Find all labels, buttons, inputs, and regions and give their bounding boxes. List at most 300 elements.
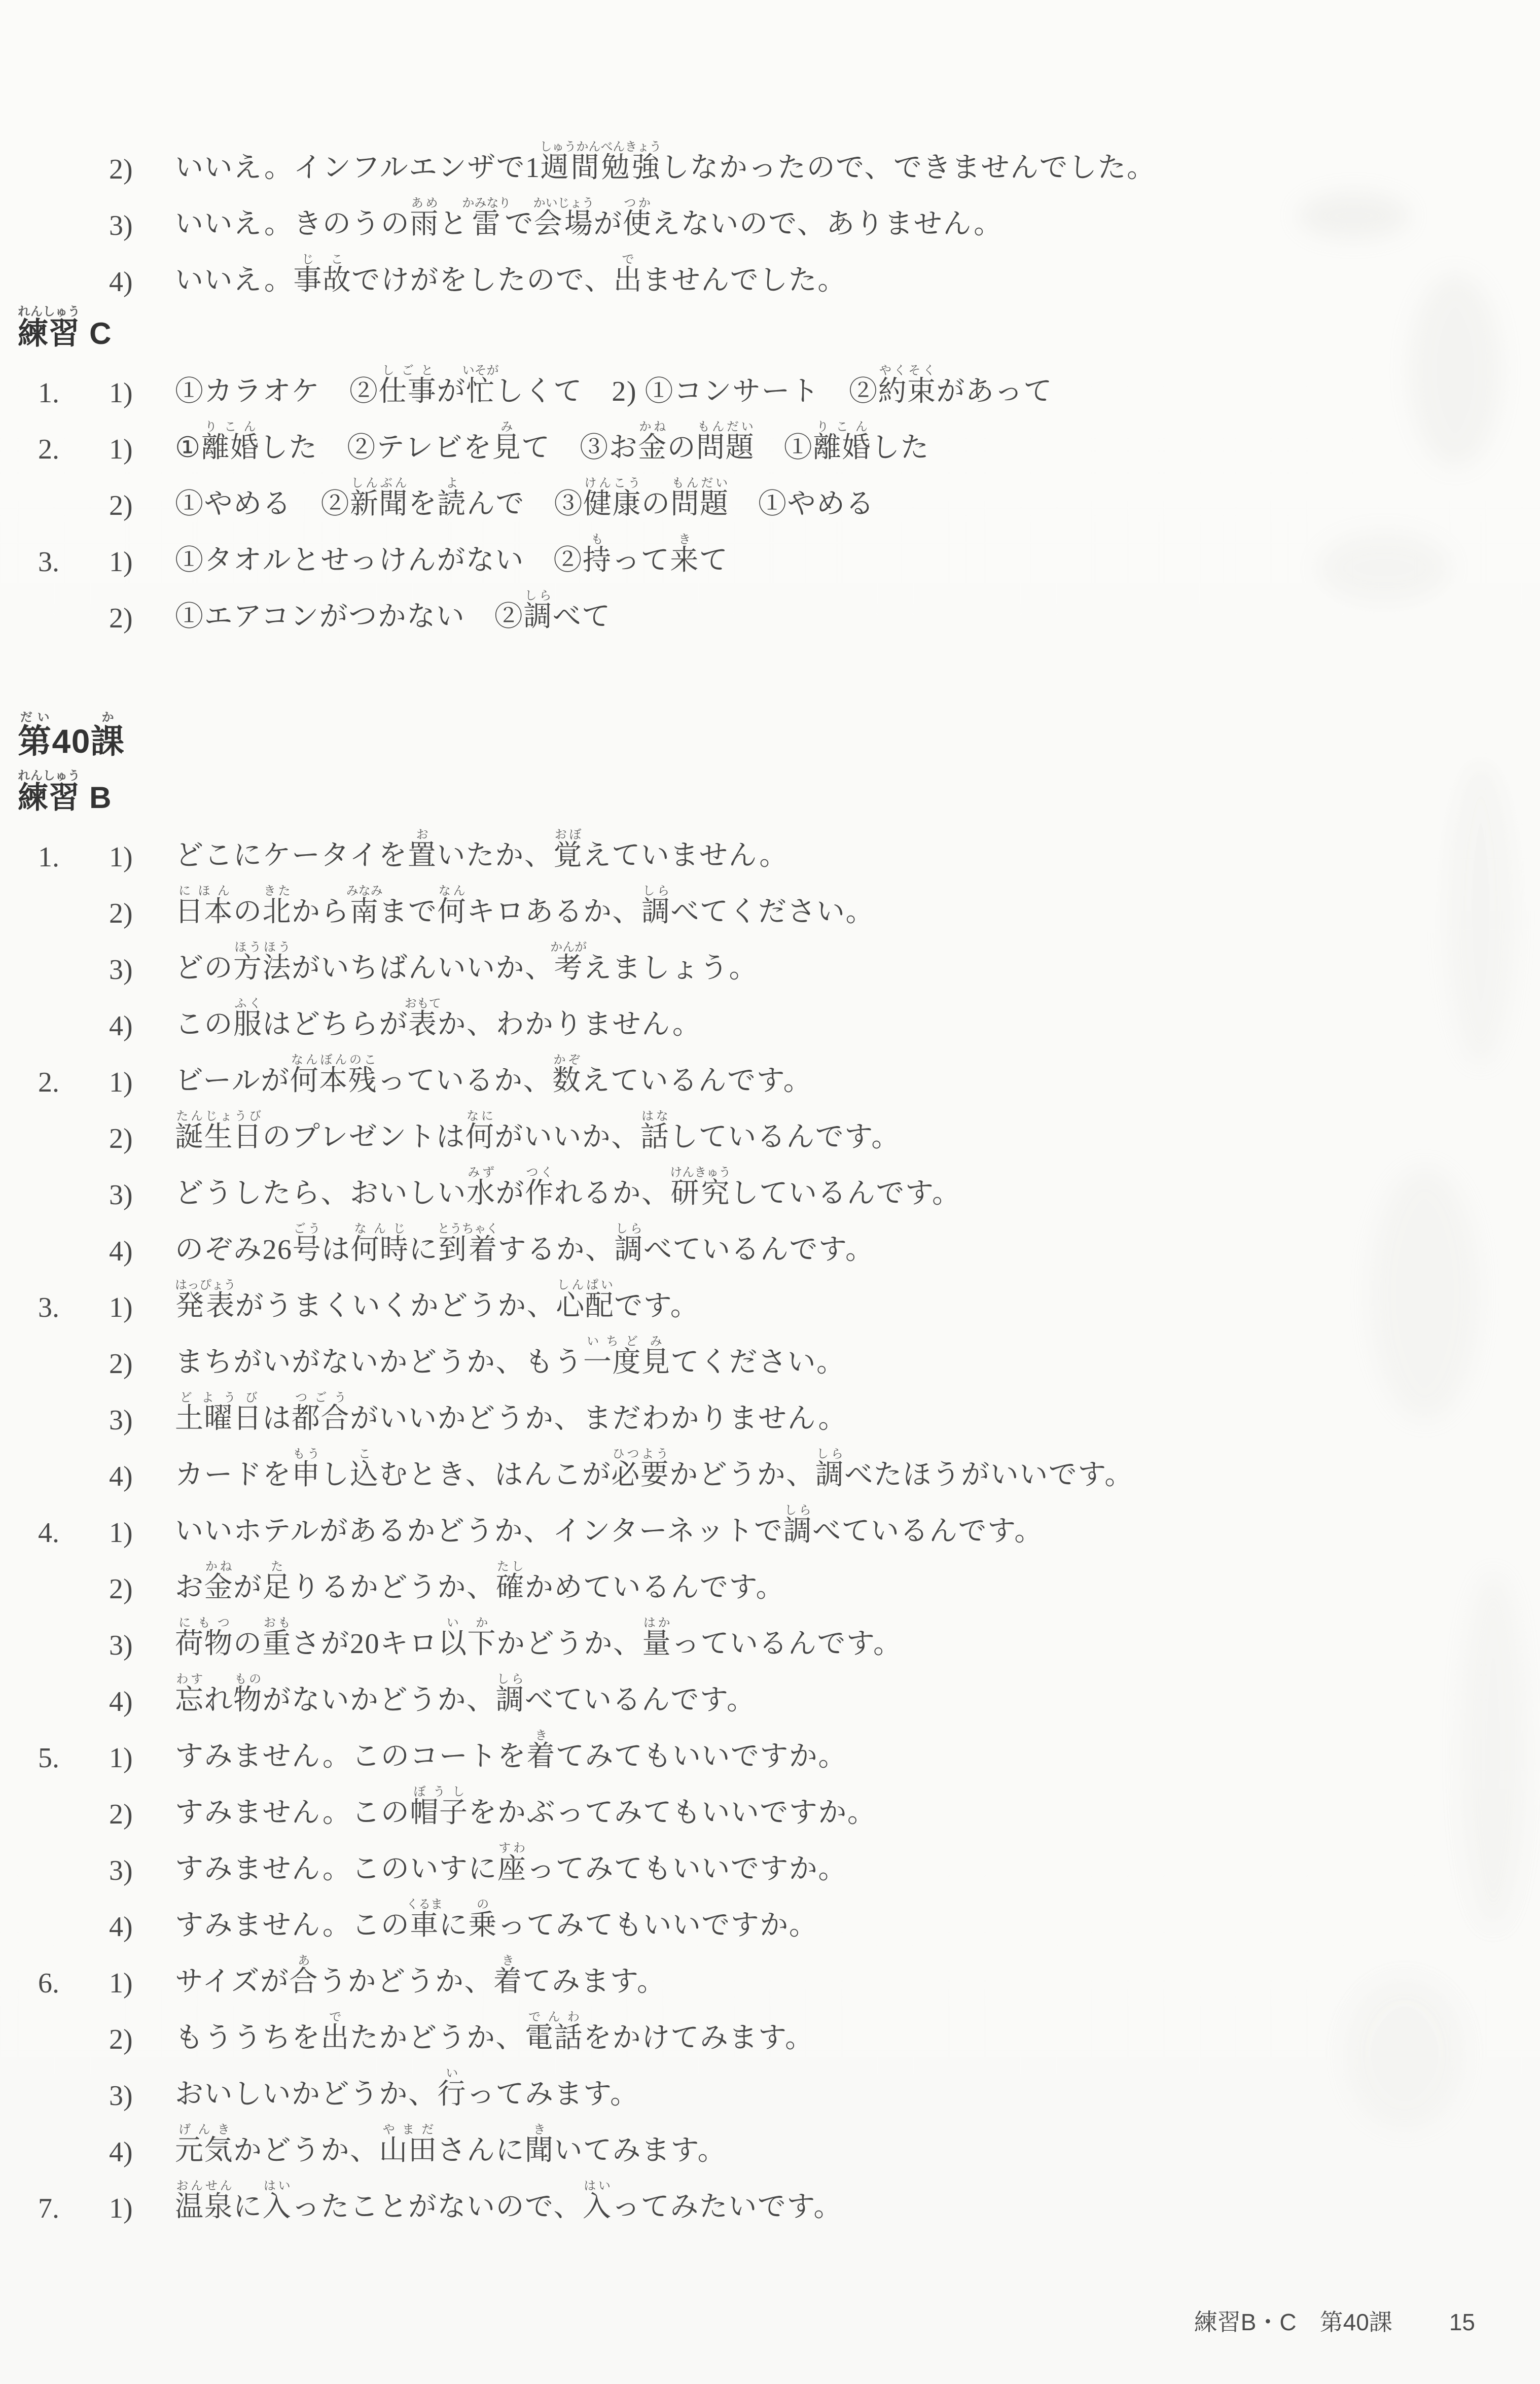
header-text (18, 711, 125, 762)
plain-text: いたか、 (437, 840, 554, 871)
exercise-line (38, 466, 1494, 522)
ruby-annotated-word: 電話でんわ (525, 2010, 583, 2054)
sentence-text (175, 2066, 639, 2112)
furigana-reading: けんきゅう (670, 1166, 731, 1179)
exercise-line (38, 1268, 1494, 1324)
ruby-annotated-word: 調しら (783, 1503, 813, 1547)
ruby-annotated-word: 雨あめ (410, 196, 439, 240)
furigana-reading: つく (525, 1166, 554, 1179)
furigana-reading: た (262, 1560, 292, 1573)
plain-text: ませんでした。 (642, 265, 847, 296)
ruby-annotated-word: 会場かいじょう (533, 196, 594, 240)
ruby-annotated-word: 到着とうちゃく (437, 1222, 498, 1266)
furigana-reading: りこん (813, 420, 872, 434)
plain-text: どうしたら、おいしい (175, 1178, 467, 1209)
plain-text: ビールが (175, 1065, 290, 1097)
ruby-annotated-word: 調しら (614, 1222, 643, 1266)
ruby-annotated-word: 足た (262, 1560, 292, 1603)
ruby-annotated-word: 仕事しごと (378, 364, 437, 407)
sentence-text (175, 1954, 666, 2000)
sentence-text (175, 1335, 846, 1380)
exercise-line (38, 1324, 1494, 1380)
plain-text: すみません。この (175, 1910, 410, 1941)
furigana-reading: にもつ (175, 1616, 233, 1630)
furigana-reading: おも (262, 1616, 292, 1630)
item-number: 2. (38, 434, 59, 465)
furigana-reading: かみなり (462, 196, 511, 210)
sentence-text (175, 196, 1003, 242)
plain-text: ってみてもいいですか。 (526, 1853, 847, 1885)
sentence-text (175, 2179, 843, 2225)
furigana-reading: もんだい (670, 476, 729, 490)
furigana-reading: みず (467, 1166, 496, 1179)
header-text (18, 305, 112, 353)
exercise-line (38, 1943, 1494, 2000)
plain-text: がうまくいくかどうか、 (235, 1290, 556, 1322)
furigana-reading: しんぶん (350, 476, 408, 490)
furigana-reading: しら (523, 589, 553, 603)
plain-text: てみてもいいですか。 (555, 1741, 847, 1772)
furigana-reading: おんせん (175, 2179, 233, 2193)
plain-text: した ②テレビを (259, 432, 492, 464)
sentence-text (175, 1053, 812, 1099)
plain-text: かどうか、 (496, 1628, 642, 1660)
sub-item-number: 1) (109, 546, 133, 578)
furigana-reading: つか (622, 196, 652, 210)
ruby-annotated-word: 問題もんだい (670, 476, 729, 520)
plain-text: が (233, 1572, 263, 1603)
plain-text: んで ③ (467, 488, 583, 520)
plain-text: ってみてもいいですか。 (497, 1910, 818, 1941)
furigana-reading: も (582, 533, 612, 546)
exercise-line (38, 1605, 1494, 1662)
plain-text: の (233, 1628, 263, 1660)
exercise-line (38, 1099, 1494, 1155)
plain-text: いてみます。 (554, 2135, 727, 2166)
furigana-reading: き (493, 1954, 523, 1968)
ruby-annotated-word: 何時なんじ (350, 1222, 409, 1266)
exercise-line (38, 930, 1494, 986)
ruby-annotated-word: 金かね (638, 420, 667, 464)
plain-text: がないかどうか、 (262, 1685, 496, 1716)
furigana-reading: たし (495, 1560, 525, 1573)
ruby-annotated-word: 号ごう (292, 1222, 321, 1266)
furigana-reading: か (90, 711, 125, 724)
plain-text: かどうか、 (233, 2135, 379, 2166)
furigana-reading: とうちゃく (437, 1222, 498, 1236)
exercise-line (38, 409, 1494, 466)
plain-text: すみません。この (175, 1797, 410, 1829)
furigana-reading: でんわ (525, 2010, 583, 2024)
plain-text: カードを (175, 1459, 292, 1491)
plain-text: っているか、 (377, 1065, 553, 1097)
furigana-reading: かね (204, 1560, 233, 1573)
furigana-reading: き (670, 533, 699, 546)
plain-text: まちがいがないかどうか、もう (175, 1347, 583, 1378)
furigana-reading: ほうほう (233, 940, 292, 954)
furigana-reading: しら (614, 1222, 643, 1236)
sub-item-number: 1) (109, 842, 133, 873)
sentence-text (175, 589, 611, 635)
sub-item-number: 1) (109, 434, 133, 465)
sub-item-number: 4) (109, 2136, 133, 2168)
sub-item-number: 1) (109, 1517, 133, 1549)
furigana-reading: しら (815, 1447, 845, 1461)
plain-text: えましょう。 (583, 953, 758, 984)
plain-text: べて (552, 601, 611, 633)
ruby-annotated-word: 練習れんしゅう (18, 305, 80, 350)
furigana-reading: もんだい (696, 420, 755, 434)
furigana-reading: いちど (583, 1335, 641, 1348)
plain-text: ①エアコンがつかない ② (175, 601, 524, 633)
exercise-line (38, 1380, 1494, 1436)
exercise-line (38, 1774, 1494, 1831)
ruby-annotated-word: 離婚りこん (813, 420, 872, 464)
plain-text: か、わかりません。 (437, 1009, 702, 1040)
sentence-text (175, 253, 847, 298)
furigana-reading: けんこう (583, 476, 641, 490)
ruby-annotated-word: 練習れんしゅう (18, 769, 80, 815)
furigana-reading: かんが (550, 940, 587, 954)
furigana-reading: あめ (410, 196, 439, 210)
ruby-annotated-word: 読よ (437, 476, 467, 520)
plain-text: に (409, 1234, 438, 1266)
plain-text: するか、 (497, 1234, 615, 1266)
sub-item-number: 2) (109, 1573, 133, 1605)
plain-text: いいえ。インフルエンザで1 (175, 152, 541, 184)
sub-item-number: 1) (109, 1292, 133, 1323)
plain-text: べてください。 (670, 896, 875, 928)
exercise-line (38, 522, 1494, 578)
ruby-annotated-word: 水みず (467, 1166, 496, 1209)
furigana-reading: だい (18, 711, 52, 724)
exercise-line (38, 1718, 1494, 1774)
ruby-annotated-word: 課か (90, 711, 125, 760)
plain-text: ってみたいです。 (612, 2191, 843, 2223)
plain-text: むとき、はんこが (379, 1459, 612, 1491)
plain-text: サイズが (175, 1966, 290, 1997)
plain-text: ①カラオケ ② (175, 376, 379, 407)
plain-text: て (699, 545, 729, 576)
plain-text: て ③お (521, 432, 638, 464)
sub-item-number: 2) (109, 1799, 133, 1830)
sentence-text (175, 2123, 727, 2168)
exercise-line (38, 186, 1494, 242)
furigana-reading: かいじょう (533, 196, 594, 210)
furigana-reading: りこん (201, 420, 260, 434)
plain-text: キロあるか、 (467, 896, 641, 928)
sentence-text (175, 1222, 875, 1268)
ruby-annotated-word: 服ふく (233, 997, 263, 1040)
plain-text: べているんです。 (525, 1685, 756, 1716)
plain-text: はどちらが (262, 1009, 408, 1040)
plain-text: に (439, 1910, 469, 1941)
sentence-text (175, 1672, 756, 1718)
sub-item-number: 3) (109, 1855, 133, 1886)
plain-text: いいホテルがあるかどうか、インターネットで (175, 1516, 783, 1547)
plain-text: てください。 (670, 1347, 846, 1378)
furigana-reading: ふく (233, 997, 263, 1010)
sub-item-number: 1) (109, 1067, 133, 1098)
plain-text: B (80, 781, 112, 815)
furigana-reading: あ (289, 1954, 319, 1968)
ruby-annotated-word: 聞き (525, 2123, 554, 2166)
ruby-annotated-word: 約束やくそく (878, 364, 937, 407)
sub-item-number: 3) (109, 954, 133, 986)
furigana-reading: で (320, 2010, 350, 2024)
plain-text: です。 (614, 1290, 700, 1322)
sub-item-number: 1) (109, 1742, 133, 1774)
sub-item-number: 3) (109, 1179, 133, 1211)
ruby-annotated-word: 重おも (262, 1616, 292, 1660)
ruby-annotated-word: 話はな (640, 1109, 670, 1153)
exercise-line (38, 129, 1494, 186)
item-number: 6. (38, 1968, 59, 1999)
furigana-reading: つごう (292, 1391, 350, 1405)
plain-text: えているんです。 (581, 1065, 813, 1097)
sub-item-number: 2) (109, 603, 133, 634)
ruby-annotated-word: 元気げんき (175, 2123, 233, 2166)
sentence-text (175, 476, 875, 522)
furigana-reading: れんしゅう (18, 769, 80, 783)
ruby-annotated-word: 一度いちど (583, 1335, 641, 1378)
ruby-annotated-word: 健康けんこう (583, 476, 641, 520)
exercise-line (38, 986, 1494, 1042)
plain-text: をかけてみます。 (583, 2022, 814, 2054)
ruby-annotated-word: 何なに (465, 1109, 495, 1153)
furigana-reading: はか (642, 1616, 671, 1630)
furigana-reading: の (468, 1898, 497, 1911)
sub-item-number: 2) (109, 1123, 133, 1154)
plain-text: かめているんです。 (525, 1572, 785, 1603)
furigana-reading: げんき (175, 2123, 233, 2136)
furigana-reading: しら (495, 1672, 525, 1686)
furigana-reading: ひつよう (611, 1447, 670, 1461)
plain-text: てみます。 (522, 1966, 666, 1997)
ruby-annotated-word: 都合つごう (292, 1391, 350, 1434)
furigana-reading: にほん (175, 884, 233, 898)
exercise-line (38, 873, 1494, 930)
exercise-line (38, 1155, 1494, 1211)
exercise-line (38, 2056, 1494, 2112)
sentence-text (175, 997, 701, 1042)
exercise-line (38, 1042, 1494, 1099)
furigana-reading: たんじょうび (175, 1109, 263, 1123)
sub-item-number: 4) (109, 1010, 133, 1042)
plain-text: が (437, 376, 466, 407)
ruby-annotated-word: 第だい (18, 711, 52, 760)
plain-text: は (321, 1234, 351, 1266)
sub-item-number: 3) (109, 1405, 133, 1436)
ruby-annotated-word: 調しら (523, 589, 553, 633)
furigana-reading: なに (465, 1109, 495, 1123)
furigana-reading: みなみ (346, 884, 383, 898)
plain-text: ① (175, 432, 201, 464)
sub-item-number: 4) (109, 1236, 133, 1267)
ruby-annotated-word: 離婚りこん (201, 420, 260, 464)
plain-text: と (439, 208, 469, 240)
sentence-text (175, 1841, 847, 1887)
plain-text: べているんです。 (812, 1516, 1044, 1547)
sentence-text (175, 1391, 847, 1436)
sentence-text (175, 1616, 903, 1662)
ruby-annotated-word: 忘わす (175, 1672, 204, 1716)
plain-text: お (175, 1572, 204, 1603)
furigana-reading: きた (262, 884, 292, 898)
plain-text: に (233, 2191, 263, 2223)
plain-text: すみません。このコートを (175, 1741, 527, 1772)
footer-page-number: 15 (1449, 2309, 1475, 2335)
plain-text: さが20キロ (292, 1628, 438, 1660)
ruby-annotated-word: 調しら (815, 1447, 845, 1491)
practice-b-heading (18, 762, 1494, 817)
sentence-text (175, 828, 789, 873)
sub-item-number: 1) (109, 2193, 133, 2224)
ruby-annotated-word: 何なん (437, 884, 467, 928)
furigana-reading: もう (292, 1447, 321, 1461)
item-number: 7. (38, 2193, 59, 2224)
ruby-annotated-word: 雷かみなり (462, 196, 511, 240)
sentence-text (175, 2010, 814, 2056)
ruby-annotated-word: 合あ (289, 1954, 319, 1997)
sub-item-number: 3) (109, 1630, 133, 1661)
ruby-annotated-word: 荷物にもつ (175, 1616, 233, 1660)
ruby-annotated-word: 表おもて (404, 997, 441, 1040)
exercise-line (38, 1887, 1494, 1943)
plain-text: しくて 2) ①コンサート ② (495, 376, 878, 407)
furigana-reading: もの (233, 1672, 263, 1686)
plain-text: しているんです。 (669, 1121, 901, 1153)
item-number: 3. (38, 546, 59, 578)
sentence-text (175, 884, 875, 930)
furigana-reading: ごう (292, 1222, 321, 1236)
sentence-text (175, 1785, 876, 1831)
sub-item-number: 4) (109, 266, 133, 298)
plain-text: どの (175, 953, 233, 984)
sub-item-number: 2) (109, 490, 133, 521)
plain-text: は (262, 1403, 292, 1434)
sub-item-number: 4) (109, 1686, 133, 1717)
ruby-annotated-word: 日本にほん (175, 884, 233, 928)
ruby-annotated-word: 見み (641, 1335, 671, 1378)
exercise-line (38, 353, 1494, 409)
sentence-text (175, 1729, 847, 1774)
plain-text: えていません。 (582, 840, 789, 871)
ruby-annotated-word: 確たし (495, 1560, 525, 1603)
section-gap (38, 635, 1494, 695)
sentence-text (175, 140, 1156, 186)
ruby-annotated-word: 必要ひつよう (611, 1447, 670, 1491)
furigana-reading: はい (582, 2179, 612, 2193)
sub-item-number: 2) (109, 2024, 133, 2055)
furigana-reading: い (437, 2066, 467, 2080)
ruby-annotated-word: 入はい (262, 2179, 292, 2223)
plain-text: が (593, 208, 623, 240)
furigana-reading: しら (783, 1503, 813, 1517)
ruby-annotated-word: 北きた (262, 884, 292, 928)
ruby-annotated-word: 以下いか (438, 1616, 496, 1660)
furigana-reading: はい (262, 2179, 292, 2193)
furigana-reading: わす (175, 1672, 204, 1686)
ruby-annotated-word: 山田やまだ (379, 2123, 438, 2166)
plain-text: えないので、ありません。 (652, 208, 1003, 240)
furigana-reading: なん (437, 884, 467, 898)
ruby-annotated-word: 覚おぼ (553, 828, 583, 871)
plain-text: べているんです。 (643, 1234, 875, 1266)
furigana-reading: こ (350, 1447, 379, 1461)
plain-text: で (505, 208, 534, 240)
furigana-reading: かね (638, 420, 667, 434)
furigana-reading: なんじ (350, 1222, 409, 1236)
ruby-annotated-word: 心配しんぱい (556, 1278, 615, 1322)
plain-text: しなかったので、できませんでした。 (661, 152, 1156, 184)
plain-text: から (292, 896, 350, 928)
exercise-line (38, 2112, 1494, 2168)
ruby-annotated-word: 数かぞ (552, 1053, 582, 1097)
plain-text: いいえ。きのうの (175, 208, 410, 240)
furigana-reading: やくそく (878, 364, 937, 377)
sentence-text (175, 1447, 1134, 1493)
lesson-40-heading (18, 695, 1494, 762)
plain-text: の (233, 896, 263, 928)
page-footer (1194, 2304, 1475, 2337)
plain-text: っているんです。 (671, 1628, 903, 1660)
furigana-reading: くるま (406, 1898, 443, 1911)
sentence-text (175, 1278, 699, 1324)
plain-text: たかどうか、 (350, 2022, 525, 2054)
ruby-annotated-word: 誕生日たんじょうび (175, 1109, 263, 1153)
ruby-annotated-word: 忙いそが (462, 364, 499, 407)
furigana-reading: かぞ (552, 1053, 582, 1067)
item-number: 4. (38, 1517, 59, 1549)
plain-text: し (320, 1459, 350, 1491)
sub-item-number: 2) (109, 1348, 133, 1380)
plain-text: この (175, 1009, 233, 1040)
ruby-annotated-word: 来き (670, 533, 699, 576)
plain-text: ①やめる ② (175, 488, 350, 520)
ruby-annotated-word: 着き (526, 1729, 556, 1772)
plain-text: した (871, 432, 930, 464)
ruby-annotated-word: 入はい (582, 2179, 612, 2223)
furigana-reading: おぼ (553, 828, 583, 842)
exercise-line (38, 817, 1494, 873)
furigana-reading: しら (641, 884, 671, 898)
ruby-annotated-word: 乗の (468, 1898, 497, 1941)
furigana-reading: はな (640, 1109, 670, 1123)
ruby-annotated-word: 研究けんきゅう (670, 1166, 731, 1209)
ruby-annotated-word: 勉強べんきょう (600, 140, 662, 184)
plain-text: いいえ。 (175, 265, 294, 296)
furigana-reading: いか (438, 1616, 496, 1630)
item-number: 5. (38, 1742, 59, 1774)
item-number: 1. (38, 377, 59, 409)
plain-text: ① (755, 432, 813, 464)
item-number: 2. (38, 1067, 59, 1098)
furigana-reading: どようび (175, 1391, 263, 1405)
plain-text: のプレゼントは (262, 1121, 465, 1153)
exercise-line (38, 242, 1494, 298)
plain-text: れ (204, 1685, 233, 1716)
furigana-reading: み (492, 420, 522, 434)
exercise-line (38, 2168, 1494, 2225)
plain-text: 40 (52, 722, 91, 760)
plain-text: ってみます。 (467, 2079, 639, 2110)
sentence-text (175, 940, 758, 986)
plain-text: をかぶってみてもいいですか。 (468, 1797, 877, 1829)
plain-text: どこにケータイを (175, 840, 408, 871)
footer-section-label: 練習B・C 第40課 (1194, 2309, 1392, 2335)
ruby-annotated-word: 問題もんだい (696, 420, 755, 464)
